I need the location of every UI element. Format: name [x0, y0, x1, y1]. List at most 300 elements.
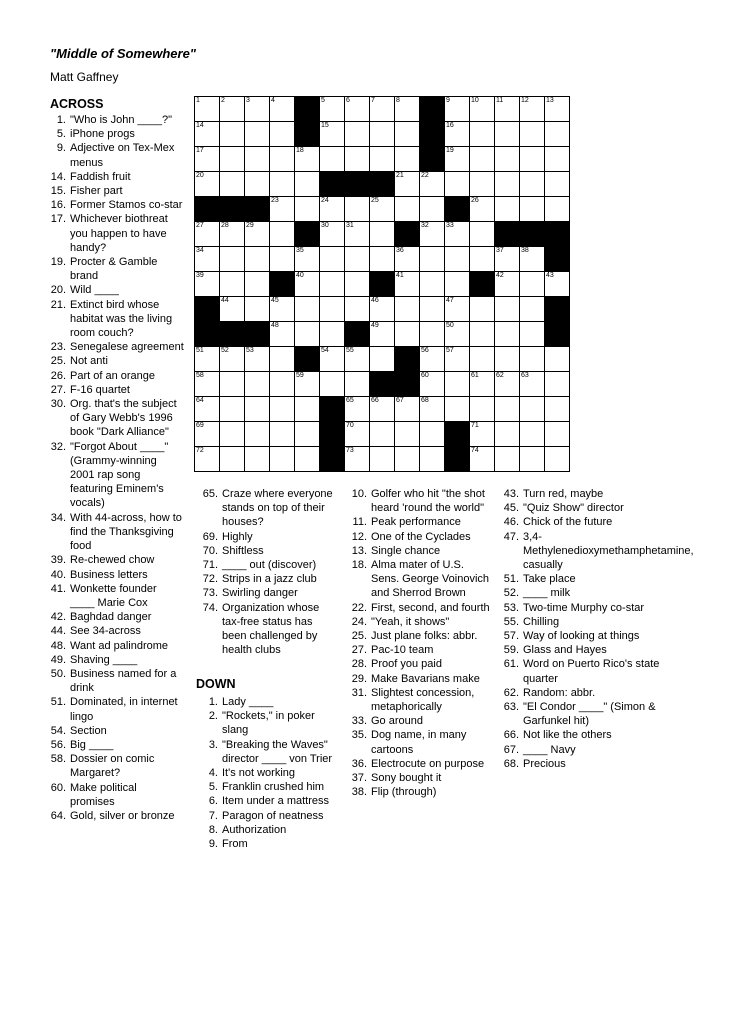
grid-cell-number: 10 [471, 97, 479, 104]
clue-number: 19. [50, 256, 66, 269]
grid-cell[interactable] [445, 172, 470, 197]
grid-cell-number: 66 [371, 397, 379, 404]
clue-item [196, 544, 336, 558]
grid-cell[interactable] [520, 347, 545, 372]
clue-number: 64. [50, 809, 66, 822]
grid-cell[interactable] [295, 397, 320, 422]
clue-number: 39. [50, 554, 66, 567]
grid-cell[interactable] [495, 272, 520, 297]
grid-cell[interactable] [370, 347, 395, 372]
grid-cell[interactable] [195, 147, 220, 172]
clue-item [497, 501, 677, 515]
clue-item [44, 113, 184, 127]
grid-cell[interactable] [470, 297, 495, 322]
clue-text: Slightest concession, metaphorically [371, 686, 475, 714]
clue-text: Dominated, in internet lingo [70, 696, 178, 723]
clue-number: 14. [50, 170, 66, 183]
grid-cell[interactable] [470, 397, 495, 422]
clue-number: 60. [50, 781, 66, 794]
clue-text: Business letters [70, 568, 148, 581]
grid-block-cell [195, 322, 220, 347]
grid-cell[interactable] [320, 122, 345, 147]
clue-item [44, 781, 184, 809]
grid-cell[interactable] [495, 197, 520, 222]
grid-cell[interactable] [195, 422, 220, 447]
grid-cell[interactable] [245, 347, 270, 372]
grid-cell[interactable] [195, 347, 220, 372]
grid-cell[interactable] [470, 222, 495, 247]
grid-cell[interactable] [395, 297, 420, 322]
grid-cell[interactable] [545, 372, 570, 397]
grid-cell[interactable] [245, 97, 270, 122]
grid-cell[interactable] [220, 347, 245, 372]
grid-cell[interactable] [270, 347, 295, 372]
clue-number: 38. [351, 786, 367, 799]
grid-cell[interactable] [470, 447, 495, 472]
clue-text: Wonkette founder ____ Marie Cox [70, 582, 157, 609]
clue-text: Take place [523, 573, 576, 586]
clue-text: "Forgot About ____" (Grammy-winning 2001 rap song featuring Eminem's vocals) [70, 440, 169, 510]
grid-cell-number: 14 [196, 122, 204, 129]
grid-cell[interactable] [445, 297, 470, 322]
grid-cell[interactable] [470, 172, 495, 197]
grid-cell[interactable] [320, 372, 345, 397]
grid-block-cell [220, 322, 245, 347]
grid-cell[interactable] [470, 197, 495, 222]
clue-item [196, 794, 336, 808]
grid-cell[interactable] [395, 247, 420, 272]
grid-cell[interactable] [445, 347, 470, 372]
grid-cell[interactable] [470, 122, 495, 147]
grid-cell[interactable] [270, 172, 295, 197]
grid-cell[interactable] [195, 172, 220, 197]
grid-cell[interactable] [370, 97, 395, 122]
grid-cell[interactable] [320, 297, 345, 322]
grid-cell[interactable] [195, 272, 220, 297]
grid-cell[interactable] [370, 147, 395, 172]
grid-cell[interactable] [295, 247, 320, 272]
grid-cell[interactable] [495, 297, 520, 322]
grid-cell[interactable] [420, 372, 445, 397]
grid-cell-number: 73 [346, 447, 354, 454]
grid-cell[interactable] [395, 322, 420, 347]
grid-cell[interactable] [220, 97, 245, 122]
grid-cell[interactable] [470, 347, 495, 372]
grid-cell[interactable] [370, 397, 395, 422]
across-clues-column-2 [196, 487, 336, 657]
grid-cell[interactable] [445, 97, 470, 122]
grid-cell-number: 16 [446, 122, 454, 129]
grid-cell[interactable] [345, 272, 370, 297]
grid-cell[interactable] [220, 397, 245, 422]
clue-item [497, 615, 677, 629]
clue-number: 12. [351, 530, 367, 543]
down-clues-column-3 [497, 487, 694, 771]
grid-cell[interactable] [520, 422, 545, 447]
clue-number: 54. [50, 724, 66, 737]
grid-cell[interactable] [270, 422, 295, 447]
grid-cell-number: 67 [396, 397, 404, 404]
clue-item [345, 728, 490, 756]
grid-cell[interactable] [345, 147, 370, 172]
grid-cell[interactable] [420, 297, 445, 322]
clue-item [345, 558, 490, 601]
grid-cell[interactable] [295, 322, 320, 347]
grid-block-cell [295, 122, 320, 147]
grid-cell[interactable] [395, 172, 420, 197]
grid-cell[interactable] [545, 197, 570, 222]
grid-cell[interactable] [495, 147, 520, 172]
grid-cell[interactable] [395, 197, 420, 222]
grid-cell[interactable] [395, 422, 420, 447]
clue-text: Item under a mattress [222, 795, 329, 808]
grid-cell[interactable] [220, 222, 245, 247]
grid-cell[interactable] [520, 247, 545, 272]
grid-cell[interactable] [470, 322, 495, 347]
grid-cell[interactable] [470, 97, 495, 122]
grid-cell[interactable] [220, 272, 245, 297]
grid-cell[interactable] [545, 122, 570, 147]
grid-cell[interactable] [195, 97, 220, 122]
grid-cell[interactable] [445, 247, 470, 272]
grid-block-cell [420, 147, 445, 172]
grid-cell[interactable] [395, 272, 420, 297]
grid-cell[interactable] [495, 97, 520, 122]
grid-cell[interactable] [270, 322, 295, 347]
grid-cell[interactable] [220, 147, 245, 172]
grid-cell[interactable] [545, 422, 570, 447]
grid-cell[interactable] [270, 97, 295, 122]
grid-cell[interactable] [295, 422, 320, 447]
clue-number: 69. [202, 530, 218, 543]
clue-text: Paragon of neatness [222, 809, 324, 822]
grid-cell[interactable] [295, 372, 320, 397]
grid-cell[interactable] [245, 247, 270, 272]
grid-cell[interactable] [370, 297, 395, 322]
grid-cell[interactable] [420, 247, 445, 272]
grid-cell[interactable] [545, 172, 570, 197]
clue-text: Flip (through) [371, 786, 437, 799]
grid-cell[interactable] [520, 97, 545, 122]
grid-cell[interactable] [220, 422, 245, 447]
grid-cell[interactable] [220, 447, 245, 472]
grid-row [195, 147, 570, 172]
grid-cell-number: 34 [196, 247, 204, 254]
grid-cell[interactable] [370, 197, 395, 222]
grid-cell[interactable] [420, 222, 445, 247]
grid-cell[interactable] [320, 247, 345, 272]
grid-cell-number: 70 [346, 422, 354, 429]
clue-item [345, 643, 490, 657]
grid-cell-number: 45 [271, 297, 279, 304]
clue-number: 62. [503, 686, 519, 699]
grid-cell[interactable] [495, 422, 520, 447]
grid-cell[interactable] [420, 397, 445, 422]
grid-row [195, 347, 570, 372]
grid-cell[interactable] [495, 397, 520, 422]
clue-item [345, 544, 490, 558]
grid-cell[interactable] [520, 147, 545, 172]
clue-item [196, 823, 336, 837]
clue-text: Dog name, in many cartoons [371, 729, 467, 756]
grid-cell-number: 29 [246, 222, 254, 229]
grid-cell[interactable] [345, 347, 370, 372]
grid-cell[interactable] [320, 222, 345, 247]
grid-cell[interactable] [295, 172, 320, 197]
grid-cell[interactable] [270, 297, 295, 322]
grid-cell[interactable] [520, 322, 545, 347]
grid-cell[interactable] [270, 147, 295, 172]
grid-cell[interactable] [445, 222, 470, 247]
clue-text: Proof you paid [371, 658, 442, 671]
grid-cell[interactable] [320, 197, 345, 222]
grid-cell[interactable] [245, 422, 270, 447]
grid-cell[interactable] [345, 397, 370, 422]
clue-item [345, 615, 490, 629]
clue-item [196, 601, 336, 658]
grid-cell[interactable] [345, 372, 370, 397]
clue-item [44, 383, 184, 397]
grid-cell[interactable] [520, 172, 545, 197]
clue-text: F-16 quartet [70, 383, 130, 396]
grid-cell[interactable] [195, 222, 220, 247]
grid-cell[interactable] [395, 122, 420, 147]
grid-cell[interactable] [470, 422, 495, 447]
grid-row [195, 422, 570, 447]
grid-cell[interactable] [245, 372, 270, 397]
across-clues-column-1 [44, 113, 184, 823]
grid-cell[interactable] [345, 297, 370, 322]
grid-cell[interactable] [245, 397, 270, 422]
grid-cell[interactable] [420, 322, 445, 347]
grid-cell[interactable] [495, 447, 520, 472]
grid-cell[interactable] [520, 297, 545, 322]
grid-cell[interactable] [320, 147, 345, 172]
grid-cell[interactable] [445, 397, 470, 422]
grid-cell[interactable] [370, 422, 395, 447]
grid-cell-number: 13 [546, 97, 554, 104]
clue-item [44, 170, 184, 184]
grid-cell[interactable] [395, 97, 420, 122]
clue-number: 74. [202, 601, 218, 614]
grid-cell[interactable] [420, 347, 445, 372]
grid-cell[interactable] [295, 197, 320, 222]
clue-number: 22. [351, 601, 367, 614]
clue-text: Not anti [70, 355, 108, 368]
clue-item [196, 572, 336, 586]
grid-block-cell [445, 197, 470, 222]
grid-cell[interactable] [295, 297, 320, 322]
grid-cell[interactable] [445, 147, 470, 172]
grid-cell[interactable] [270, 372, 295, 397]
grid-cell[interactable] [520, 122, 545, 147]
clue-number: 25. [50, 355, 66, 368]
grid-cell[interactable] [445, 372, 470, 397]
grid-cell[interactable] [545, 97, 570, 122]
grid-cell[interactable] [445, 122, 470, 147]
grid-cell[interactable] [370, 322, 395, 347]
grid-cell[interactable] [270, 122, 295, 147]
grid-cell[interactable] [195, 247, 220, 272]
grid-cell[interactable] [345, 422, 370, 447]
clue-text: First, second, and fourth [371, 601, 490, 614]
grid-cell[interactable] [245, 447, 270, 472]
grid-cell[interactable] [445, 272, 470, 297]
grid-cell[interactable] [395, 397, 420, 422]
grid-cell[interactable] [320, 272, 345, 297]
clue-item [44, 809, 184, 823]
clue-number: 16. [50, 199, 66, 212]
grid-cell[interactable] [320, 97, 345, 122]
clue-item [44, 354, 184, 368]
clue-item [44, 141, 184, 169]
grid-cell[interactable] [195, 397, 220, 422]
grid-cell[interactable] [470, 372, 495, 397]
grid-cell[interactable] [295, 147, 320, 172]
grid-cell[interactable] [295, 272, 320, 297]
clue-number: 40. [50, 568, 66, 581]
clue-text: "Yeah, it shows" [371, 615, 450, 628]
grid-cell[interactable] [545, 147, 570, 172]
grid-cell[interactable] [245, 122, 270, 147]
grid-cell-number: 7 [371, 97, 375, 104]
grid-cell-number: 46 [371, 297, 379, 304]
clue-text: It's not working [222, 767, 296, 780]
grid-cell[interactable] [345, 222, 370, 247]
grid-cell[interactable] [370, 447, 395, 472]
grid-cell[interactable] [245, 272, 270, 297]
grid-cell[interactable] [195, 122, 220, 147]
grid-cell[interactable] [220, 247, 245, 272]
clue-text: "Rockets," in poker slang [222, 710, 315, 737]
grid-cell[interactable] [420, 172, 445, 197]
grid-cell[interactable] [345, 247, 370, 272]
clue-text: Org. that's the subject of Gary Webb's 1996 book "Dark Alliance" [70, 398, 177, 439]
grid-cell[interactable] [220, 372, 245, 397]
grid-cell[interactable] [345, 197, 370, 222]
clue-item [345, 686, 490, 714]
grid-cell[interactable] [270, 247, 295, 272]
clue-text: ____ Navy [523, 743, 576, 756]
clue-number: 45. [503, 502, 519, 515]
clue-number: 30. [50, 398, 66, 411]
grid-cell[interactable] [495, 172, 520, 197]
grid-cell[interactable] [320, 322, 345, 347]
clue-text: ____ out (discover) [222, 559, 317, 572]
clue-text: From [222, 838, 248, 851]
clue-number: 26. [50, 369, 66, 382]
grid-cell[interactable] [370, 222, 395, 247]
clue-text: Authorization [222, 823, 287, 836]
clue-text: ____ milk [523, 587, 571, 600]
grid-cell[interactable] [395, 147, 420, 172]
grid-cell-number: 38 [521, 247, 529, 254]
grid-cell-number: 23 [271, 197, 279, 204]
grid-cell[interactable] [420, 197, 445, 222]
grid-cell[interactable] [270, 222, 295, 247]
grid-cell[interactable] [320, 347, 345, 372]
grid-cell[interactable] [220, 172, 245, 197]
grid-cell[interactable] [470, 247, 495, 272]
grid-cell[interactable] [295, 447, 320, 472]
grid-cell[interactable] [370, 247, 395, 272]
grid-cell[interactable] [195, 447, 220, 472]
clue-text: Big ____ [70, 738, 114, 751]
clue-text: "Breaking the Waves" director ____ von Trier [222, 738, 333, 765]
grid-cell[interactable] [495, 247, 520, 272]
grid-cell[interactable] [520, 372, 545, 397]
clue-text: "Who is John ____?" [70, 114, 172, 126]
grid-cell[interactable] [270, 447, 295, 472]
grid-cell[interactable] [520, 447, 545, 472]
clue-number: 50. [50, 667, 66, 680]
clue-item [44, 397, 184, 440]
grid-cell[interactable] [545, 272, 570, 297]
grid-cell[interactable] [270, 397, 295, 422]
grid-cell-number: 50 [446, 322, 454, 329]
clue-item [44, 639, 184, 653]
clue-number: 28. [351, 658, 367, 671]
grid-cell[interactable] [545, 347, 570, 372]
grid-cell[interactable] [245, 297, 270, 322]
grid-cell[interactable] [470, 147, 495, 172]
grid-cell[interactable] [270, 197, 295, 222]
grid-cell[interactable] [220, 297, 245, 322]
grid-cell[interactable] [245, 172, 270, 197]
grid-cell[interactable] [195, 372, 220, 397]
grid-cell[interactable] [420, 447, 445, 472]
grid-cell-number: 49 [371, 322, 379, 329]
grid-cell[interactable] [495, 372, 520, 397]
grid-cell[interactable] [520, 272, 545, 297]
grid-cell[interactable] [520, 397, 545, 422]
grid-cell-number: 18 [296, 147, 304, 154]
grid-cell-number: 2 [221, 97, 225, 104]
grid-cell[interactable] [520, 197, 545, 222]
grid-cell[interactable] [370, 122, 395, 147]
grid-cell[interactable] [345, 97, 370, 122]
grid-cell[interactable] [220, 122, 245, 147]
grid-cell[interactable] [420, 272, 445, 297]
clue-number: 53. [503, 601, 519, 614]
grid-row [195, 197, 570, 222]
clue-text: Adjective on Tex-Mex menus [70, 142, 175, 169]
clue-item [345, 515, 490, 529]
grid-cell[interactable] [345, 122, 370, 147]
grid-cell[interactable] [495, 322, 520, 347]
clue-item [196, 809, 336, 823]
grid-block-cell [320, 422, 345, 447]
clue-number: 10. [351, 488, 367, 500]
grid-cell[interactable] [445, 322, 470, 347]
clue-item [345, 757, 490, 771]
grid-cell[interactable] [495, 347, 520, 372]
grid-cell[interactable] [545, 397, 570, 422]
grid-cell[interactable] [495, 122, 520, 147]
grid-cell[interactable] [545, 447, 570, 472]
crossword-grid[interactable] [194, 96, 570, 472]
grid-block-cell [320, 447, 345, 472]
grid-block-cell [295, 222, 320, 247]
grid-cell[interactable] [345, 447, 370, 472]
clue-number: 11. [352, 516, 367, 529]
grid-cell[interactable] [245, 222, 270, 247]
grid-block-cell [220, 197, 245, 222]
grid-cell[interactable] [245, 147, 270, 172]
grid-cell[interactable] [420, 422, 445, 447]
grid-cell[interactable] [395, 447, 420, 472]
grid-row [195, 222, 570, 247]
